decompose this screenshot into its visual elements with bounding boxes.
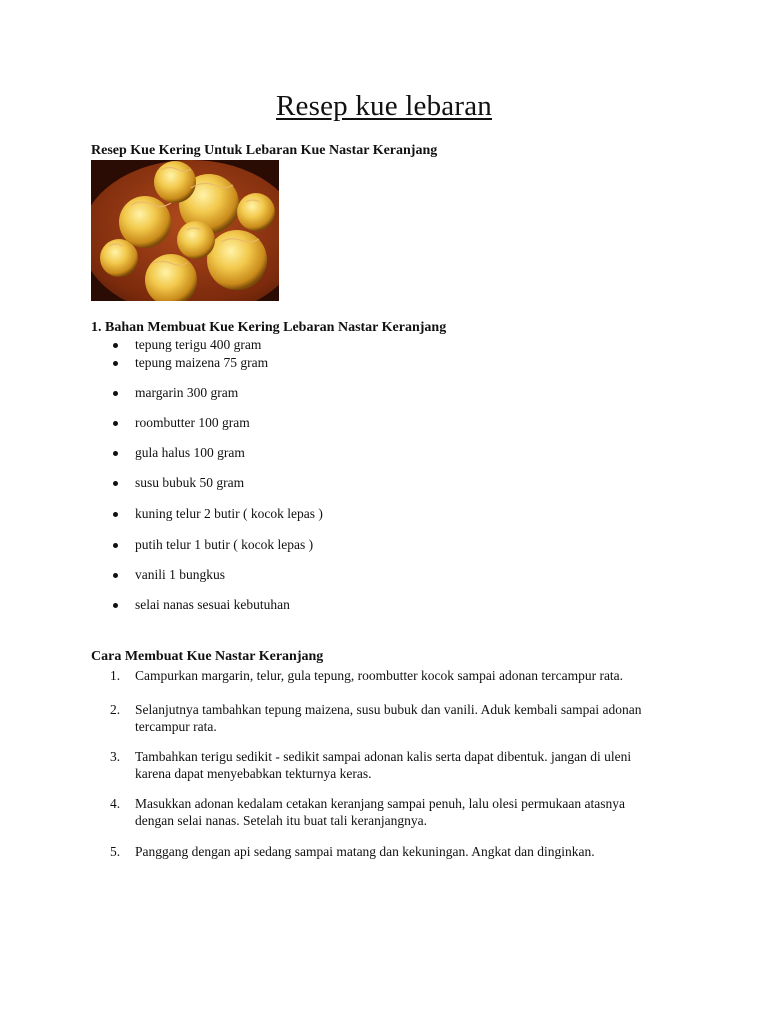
step-text: Panggang dengan api sedang sampai matang dan kekuningan. Angkat dan dinginkan. bbox=[135, 844, 595, 859]
ingredient-item: susu bubuk 50 gram bbox=[135, 475, 245, 490]
ingredients-heading: 1. Bahan Membuat Kue Kering Lebaran Nastar Keranjang bbox=[91, 320, 447, 335]
method-heading: Cara Membuat Kue Nastar Keranjang bbox=[91, 649, 324, 664]
step-number: 1. bbox=[110, 668, 121, 683]
ingredient-item: roombutter 100 gram bbox=[135, 415, 250, 430]
method-step bbox=[110, 795, 665, 829]
step-number: 5. bbox=[110, 844, 121, 859]
ingredient-item: vanili 1 bungkus bbox=[135, 567, 225, 582]
method-step bbox=[110, 748, 665, 782]
step-text: Selanjutnya tambahkan tepung maizena, susu bubuk dan vanili. Aduk kembali sampai adonan tercampur rata. bbox=[135, 702, 642, 734]
page-title: Resep kue lebaran bbox=[276, 90, 492, 122]
step-number: 4. bbox=[110, 796, 121, 811]
ingredient-item: margarin 300 gram bbox=[135, 385, 239, 400]
step-text: Masukkan adonan kedalam cetakan keranjang sampai penuh, lalu olesi permukaan atasnya dengan selai nanas. Setelah itu buat tali keranjangnya. bbox=[135, 796, 625, 828]
recipe-subtitle: Resep Kue Kering Untuk Lebaran Kue Nastar Keranjang bbox=[91, 143, 438, 158]
ingredient-item: selai nanas sesuai kebutuhan bbox=[135, 597, 290, 612]
step-number: 2. bbox=[110, 702, 121, 717]
ingredient-item: putih telur 1 butir ( kocok lepas ) bbox=[135, 537, 314, 552]
ingredient-item: tepung terigu 400 gram bbox=[135, 337, 262, 352]
ingredient-item: kuning telur 2 butir ( kocok lepas ) bbox=[135, 506, 323, 521]
step-number: 3. bbox=[110, 749, 121, 764]
step-text: Tambahkan terigu sedikit - sedikit sampai adonan kalis serta dapat dibentuk. jangan di uleni karena dapat menyebabkan tekturnya keras. bbox=[135, 749, 632, 781]
ingredient-item: gula halus 100 gram bbox=[135, 445, 245, 460]
ingredient-item: tepung maizena 75 gram bbox=[135, 355, 269, 370]
method-step bbox=[110, 701, 665, 735]
method-step bbox=[110, 843, 665, 860]
nastar-photo bbox=[91, 160, 279, 301]
step-text: Campurkan margarin, telur, gula tepung, roombutter kocok sampai adonan tercampur rata. bbox=[135, 668, 624, 683]
method-step bbox=[110, 667, 665, 684]
